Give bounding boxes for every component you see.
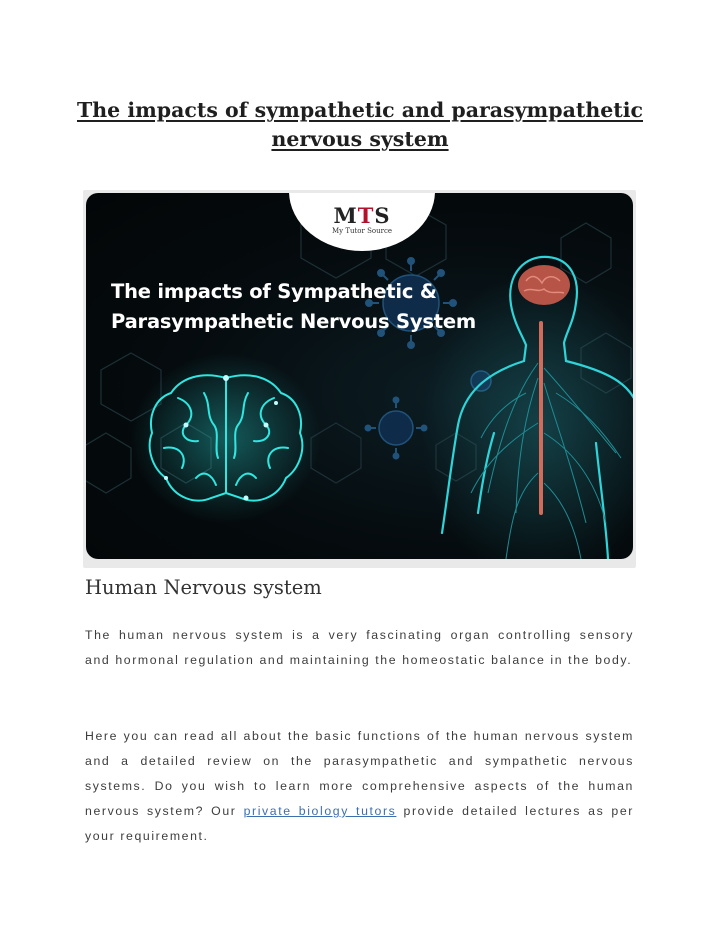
banner-headline-line-1: The impacts of Sympathetic & — [111, 280, 437, 303]
banner-image — [83, 190, 636, 568]
paragraph-text-before-link: Here you can read all about the basic functions of the human nervous system and a detailed review on the parasympathetic and sympathetic nervous systems. Do you wish to learn more comprehensive aspects of the human nervous system? Our — [85, 729, 634, 818]
private-biology-tutors-link[interactable]: private biology tutors — [243, 804, 397, 818]
document-title-line-2: nervous system — [271, 127, 449, 151]
banner-artwork — [86, 193, 633, 559]
paragraph-intro: The human nervous system is a very fascinating organ controlling sensory and hormonal regulation and maintaining the homeostatic balance in the body. — [85, 628, 634, 667]
logo-text: My Tutor Source — [331, 227, 393, 235]
logo-mark: MTS — [333, 203, 391, 228]
document-title-line-1: The impacts of sympathetic and parasympathetic — [76, 98, 644, 122]
human-brain-icon — [518, 265, 570, 305]
paragraph-text-after-link: provide detailed lectures as per your requirement. — [85, 804, 634, 843]
banner-headline — [111, 277, 476, 337]
document-title — [60, 96, 660, 154]
paragraph-details — [85, 724, 634, 849]
section-heading: Human Nervous system — [85, 576, 322, 599]
banner-headline-line-2: Parasympathetic Nervous System — [111, 310, 477, 333]
